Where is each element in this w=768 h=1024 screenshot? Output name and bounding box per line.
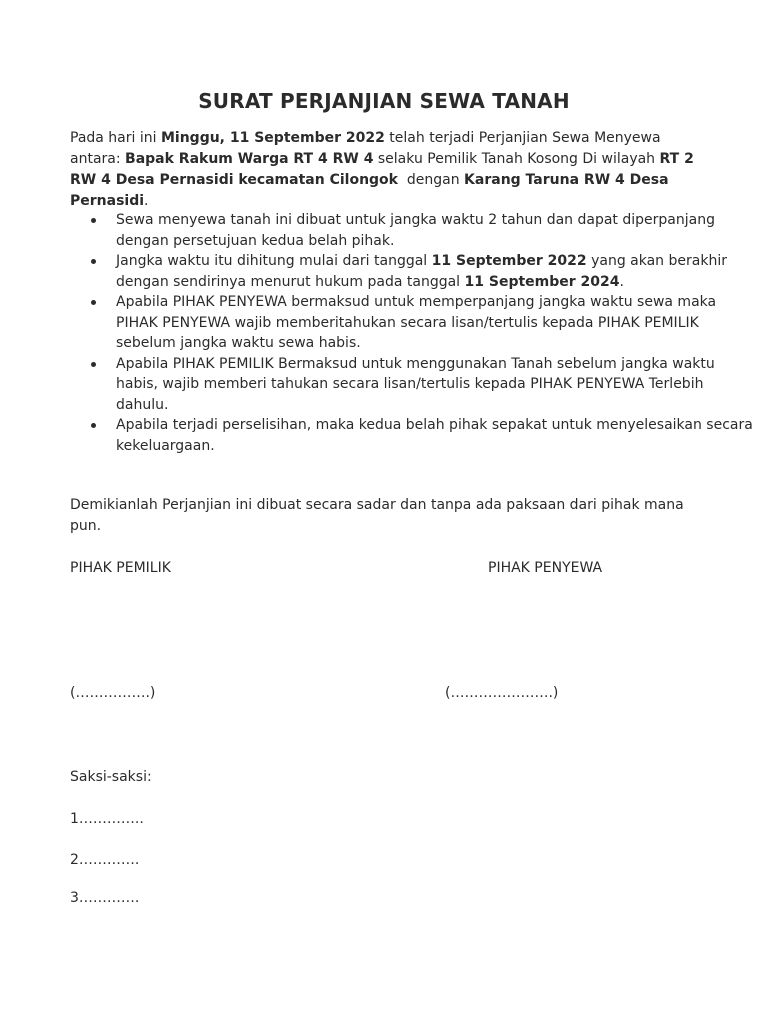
party-owner-label: PIHAK PEMILIK	[70, 560, 171, 576]
witness-label: Saksi-saksi:	[70, 769, 152, 785]
signature-owner: (…………….)	[70, 685, 156, 701]
term-item-4: Apabila PIHAK PEMILIK Bermaksud untuk menggunakan Tanah sebelum jangka waktu habis, wajib memberi tahukan secara lisan/tertulis kepada PIHAK PENYEWA Terlebih dahulu.	[116, 354, 756, 416]
document-title: SURAT PERJANJIAN SEWA TANAH	[198, 89, 570, 113]
intro-text-4: dengan	[397, 172, 465, 188]
witness-line-2: 2………….	[70, 852, 140, 868]
term-start-date: 11 September 2022	[431, 253, 587, 269]
party-tenant-label: PIHAK PENYEWA	[488, 560, 603, 576]
intro-day-date: Minggu, 11 September 2022	[160, 130, 385, 146]
intro-text-1: Pada hari ini	[70, 130, 161, 146]
signature-tenant: (………………….)	[445, 685, 559, 701]
witness-line-3: 3………….	[70, 890, 140, 906]
term-item-5: Apabila terjadi perselisihan, maka kedua belah pihak sepakat untuk menyelesaikan secara kekeluargaan.	[116, 415, 756, 456]
closing-paragraph: Demikianlah Perjanjian ini dibuat secara sadar dan tanpa ada paksaan dari pihak mana pun.	[70, 497, 684, 534]
intro-owner: Bapak Rakum Warga RT 4 RW 4	[125, 151, 374, 167]
intro-text-5: .	[144, 193, 149, 209]
intro-text-2: telah terjadi Perjanjian Sewa Menyewa antara:	[70, 130, 661, 167]
term-item-3: Apabila PIHAK PENYEWA bermaksud untuk memperpanjang jangka waktu sewa maka PIHAK PENYEWA wajib memberitahukan secara lisan/tertulis kepada PIHAK PEMILIK sebelum jangka waktu sewa habis.	[116, 292, 756, 354]
intro-location: RT 2 RW 4 Desa Pernasidi kecamatan Cilongok	[70, 151, 694, 188]
term-end-date: 11 September 2024	[464, 273, 620, 290]
intro-tenant: Karang Taruna RW 4 Desa Pernasidi	[70, 172, 669, 209]
term-item-1: Sewa menyewa tanah ini dibuat untuk jangka waktu 2 tahun dan dapat diperpanjang dengan persetujuan kedua belah pihak.	[116, 210, 756, 251]
intro-text-3: selaku Pemilik Tanah Kosong Di wilayah	[373, 151, 660, 167]
terms-list	[70, 210, 756, 456]
term-item-2: Jangka waktu itu dihitung mulai dari tanggal 11 September 2022 yang akan berakhir dengan sendirinya menurut hukum pada tanggal 11 September 2024.	[116, 251, 756, 292]
intro-paragraph	[70, 128, 710, 212]
witness-line-1: 1…………..	[70, 811, 144, 827]
